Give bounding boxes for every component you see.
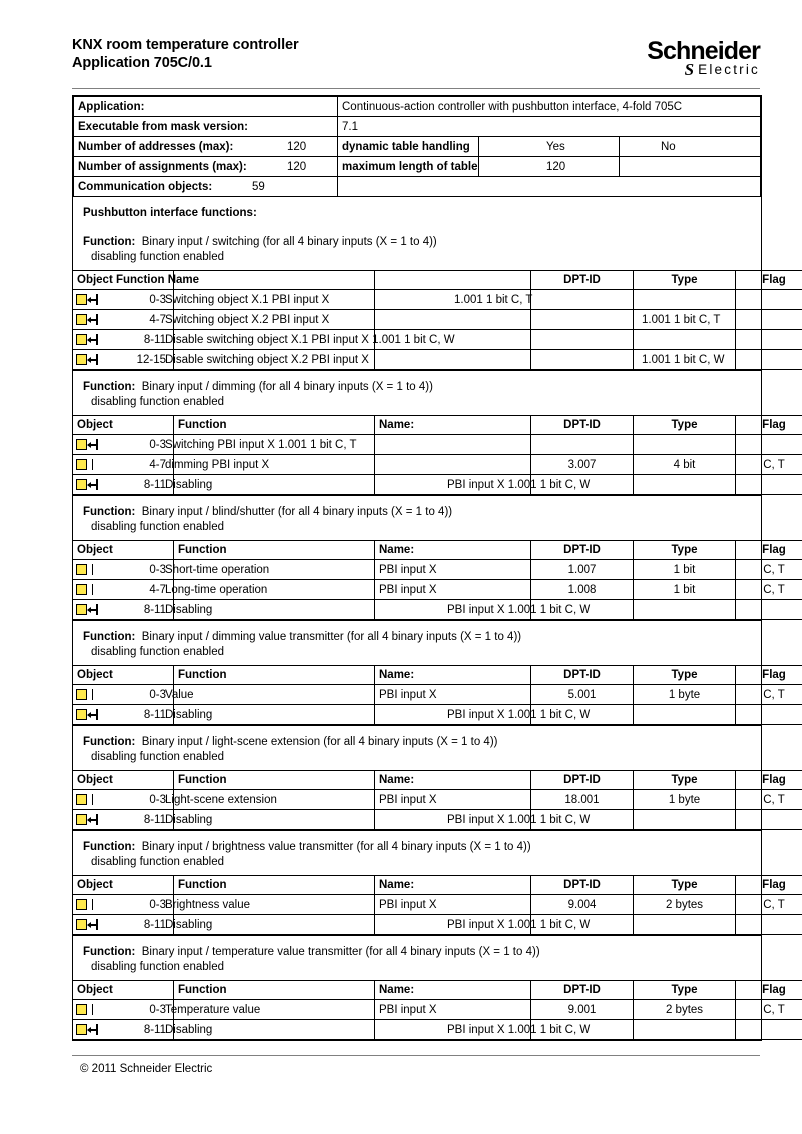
object-number: 0-3 xyxy=(149,293,166,306)
communication-object-receive-icon xyxy=(76,438,98,451)
row-overflow-tail-text: PBI input X 1.001 1 bit C, W xyxy=(447,478,591,491)
cell-type: 4 bit xyxy=(634,455,736,475)
cell-dpt-id xyxy=(531,290,634,310)
function-sections xyxy=(73,197,786,1040)
cell-name: PBI input X xyxy=(375,1000,531,1020)
cell-type xyxy=(634,810,736,830)
dynamic-table-handling-yes: Yes xyxy=(546,140,565,153)
cell-object xyxy=(73,895,251,915)
cell-flag xyxy=(736,705,802,725)
column-header-function: Function xyxy=(174,666,375,685)
cell-flag xyxy=(736,475,802,495)
row-overflow-text: Disabling xyxy=(165,708,213,721)
row-overflow-text: Temperature value xyxy=(165,1003,261,1016)
function-label: Function: xyxy=(83,236,136,248)
cell-dpt-id: 5.001 xyxy=(531,685,634,705)
cell-object xyxy=(73,560,270,580)
cell-dpt-id: 9.004 xyxy=(531,895,634,915)
footer-copyright: © 2011 Schneider Electric xyxy=(80,1063,213,1075)
column-header-object: Object xyxy=(73,416,174,435)
communication-object-receive-icon xyxy=(76,1023,98,1036)
column-header-type: Type xyxy=(634,876,736,895)
table-row xyxy=(73,685,802,705)
cell-flag: C, T xyxy=(736,685,802,705)
row-overflow-text: Long-time operation xyxy=(165,583,268,596)
cell-object xyxy=(73,810,591,830)
table-row xyxy=(73,1020,802,1040)
cell-type xyxy=(634,330,736,350)
communication-object-send-icon xyxy=(76,1003,98,1016)
cell-flag xyxy=(736,330,802,350)
cell-object xyxy=(73,1020,591,1040)
function-description: Binary input / blind/shutter (for all 4 binary inputs (X = 1 to 4)) xyxy=(141,506,453,518)
communication-object-receive-icon xyxy=(76,603,98,616)
function-label: Function: xyxy=(83,736,136,748)
cell-name: PBI input X xyxy=(375,895,531,915)
cell-type xyxy=(634,475,736,495)
cell-dpt-id: 18.001 xyxy=(531,790,634,810)
row-overflow-text: Disabling xyxy=(165,813,213,826)
assignments-label xyxy=(74,157,338,177)
assignments-label-text: Number of assignments (max): xyxy=(78,160,247,173)
communication-object-receive-icon xyxy=(76,333,98,346)
addresses-value: 120 xyxy=(287,140,307,153)
row-overflow-text: Switching object X.1 PBI input X xyxy=(165,293,330,306)
function-section-dimming xyxy=(73,370,786,495)
cell-object xyxy=(73,330,455,350)
row-overflow-text: Disabling xyxy=(165,918,213,931)
object-number: 12-15 xyxy=(136,353,166,366)
function-label: Function: xyxy=(83,841,136,853)
table-row xyxy=(73,560,802,580)
column-header-dpt: DPT-ID xyxy=(531,981,634,1000)
function-line-dimming xyxy=(83,380,751,395)
column-header-type: Type xyxy=(634,271,736,290)
column-header-flag: Flag xyxy=(736,666,802,685)
column-header-name: Name: xyxy=(375,416,531,435)
column-header-object: Object xyxy=(73,876,174,895)
cell-name: PBI input X xyxy=(375,560,531,580)
column-header-spacer-1 xyxy=(174,271,375,290)
object-table-dimming-value-transmitter xyxy=(73,665,802,725)
function-description: Binary input / dimming value transmitter (for all 4 binary inputs (X = 1 to 4)) xyxy=(141,631,522,643)
cell-flag xyxy=(736,310,802,330)
cell-object xyxy=(73,475,591,495)
schneider-electric-logo xyxy=(580,38,760,78)
communication-object-receive-icon xyxy=(76,708,98,721)
object-number: 0-3 xyxy=(149,898,166,911)
object-number: 0-3 xyxy=(149,438,166,451)
function-line-dimming-value-transmitter xyxy=(83,630,751,645)
cell-dpt-id: 1.007 xyxy=(531,560,634,580)
dynamic-spacer-2 xyxy=(620,137,761,157)
cell-object xyxy=(73,685,194,705)
communication-objects-blank xyxy=(338,177,761,197)
column-header-dpt: DPT-ID xyxy=(531,771,634,790)
row-overflow-text: Short-time operation xyxy=(165,563,270,576)
table-header-row xyxy=(73,771,802,790)
function-description: Binary input / brightness value transmitter (for all 4 binary inputs (X = 1 to 4)) xyxy=(141,841,531,853)
object-number: 4-7 xyxy=(149,313,166,326)
disabling-function-note: disabling function enabled xyxy=(91,646,224,658)
content-frame xyxy=(72,95,786,1041)
logo-electric-text: Electric xyxy=(698,61,760,77)
communication-object-send-icon xyxy=(76,688,98,701)
column-header-type: Type xyxy=(634,771,736,790)
function-section-temperature-value-transmitter xyxy=(73,935,786,1040)
dynamic-table-handling-label xyxy=(338,137,676,157)
column-header-name: Name: xyxy=(375,876,531,895)
communication-object-send-icon xyxy=(76,793,98,806)
cell-name xyxy=(375,435,531,455)
assignments-value: 120 xyxy=(287,160,307,173)
section-heading-blind-shutter xyxy=(73,496,761,540)
cell-object xyxy=(73,1000,261,1020)
cell-type: 2 bytes xyxy=(634,895,736,915)
table-row xyxy=(73,455,802,475)
column-header-function: Function xyxy=(174,541,375,560)
table-row xyxy=(73,310,802,330)
communication-object-receive-icon xyxy=(76,478,98,491)
cell-object xyxy=(73,915,591,935)
column-header-object: Object xyxy=(73,541,174,560)
column-header-dpt: DPT-ID xyxy=(531,416,634,435)
column-header-function: Function xyxy=(174,771,375,790)
object-number: 8-11 xyxy=(143,918,166,931)
row-overflow-tail-text: PBI input X 1.001 1 bit C, W xyxy=(447,918,591,931)
column-header-flag: Flag xyxy=(736,771,802,790)
cell-object xyxy=(73,290,533,310)
cell-flag xyxy=(736,435,802,455)
section-heading-dimming xyxy=(73,371,761,415)
column-header-flag: Flag xyxy=(736,981,802,1000)
row-overflow-tail-text: PBI input X 1.001 1 bit C, W xyxy=(447,1023,591,1036)
application-label: Application: xyxy=(74,97,338,117)
column-header-function: Function xyxy=(174,416,375,435)
table-row-communication-objects xyxy=(74,177,761,197)
object-table-brightness-value-transmitter xyxy=(73,875,802,935)
disabling-function-note: disabling function enabled xyxy=(91,521,224,533)
title-line-1: KNX room temperature controller xyxy=(72,37,299,53)
table-row xyxy=(73,895,802,915)
column-header-flag: Flag xyxy=(736,541,802,560)
cell-type xyxy=(634,915,736,935)
cell-flag: C, T xyxy=(736,790,802,810)
object-number: 8-11 xyxy=(143,813,166,826)
addresses-label xyxy=(74,137,338,157)
column-header-flag: Flag xyxy=(736,271,802,290)
communication-objects-value: 59 xyxy=(252,180,265,193)
cell-type xyxy=(634,705,736,725)
column-header-flag: Flag xyxy=(736,416,802,435)
header-divider xyxy=(72,88,760,89)
column-header-merged xyxy=(73,271,200,290)
row-overflow-tail-text: 1.001 1 bit C, W xyxy=(642,353,725,366)
cell-type: 1 bit xyxy=(634,560,736,580)
row-overflow-text: Switching PBI input X 1.001 1 bit C, T xyxy=(165,438,357,451)
communication-object-send-icon xyxy=(76,563,98,576)
column-header-object: Object xyxy=(73,981,174,1000)
function-line-brightness-value-transmitter xyxy=(83,840,751,855)
column-header-dpt: DPT-ID xyxy=(531,271,634,290)
row-overflow-tail-text: PBI input X 1.001 1 bit C, W xyxy=(447,813,591,826)
object-table-switching xyxy=(73,270,802,370)
function-label: Function: xyxy=(83,381,136,393)
function-section-dimming-value-transmitter xyxy=(73,620,786,725)
function-section-switching xyxy=(73,197,786,370)
table-header-row xyxy=(73,271,802,290)
object-number: 4-7 xyxy=(149,583,166,596)
column-header-object: Object xyxy=(73,666,174,685)
function-line-temperature-value-transmitter xyxy=(83,945,751,960)
cell-type: 1 byte xyxy=(634,685,736,705)
object-number: 8-11 xyxy=(143,478,166,491)
column-header-name: Name: xyxy=(375,541,531,560)
disabling-function-note: disabling function enabled xyxy=(91,856,224,868)
row-overflow-tail-text: PBI input X 1.001 1 bit C, W xyxy=(447,708,591,721)
row-overflow-text: Switching object X.2 PBI input X xyxy=(165,313,330,326)
row-overflow-text: Value xyxy=(165,688,194,701)
cell-flag xyxy=(736,350,802,370)
table-row-assignments xyxy=(74,157,761,177)
function-line-switching xyxy=(83,235,751,250)
table-row xyxy=(73,915,802,935)
cell-object xyxy=(73,455,270,475)
max-table-length-label xyxy=(338,157,566,177)
row-overflow-text: Disabling xyxy=(165,603,213,616)
cell-object xyxy=(73,705,591,725)
application-info-table xyxy=(73,96,761,197)
object-number: 8-11 xyxy=(143,1023,166,1036)
object-table-light-scene-extension xyxy=(73,770,802,830)
object-number: 0-3 xyxy=(149,1003,166,1016)
object-number: 4-7 xyxy=(149,458,166,471)
cell-flag: C, T xyxy=(736,895,802,915)
table-row xyxy=(73,290,802,310)
footer-divider xyxy=(72,1055,760,1056)
communication-object-receive-icon xyxy=(76,813,98,826)
cell-flag xyxy=(736,810,802,830)
column-header-type: Type xyxy=(634,416,736,435)
section-heading-light-scene-extension xyxy=(73,726,761,770)
row-overflow-tail-text: PBI input X 1.001 1 bit C, W xyxy=(447,603,591,616)
cell-type xyxy=(634,1020,736,1040)
disabling-function-note: disabling function enabled xyxy=(91,751,224,763)
row-overflow-text: dimming PBI input X xyxy=(165,458,270,471)
logo-wordmark: Schneider xyxy=(647,37,760,65)
dynamic-table-handling-text: dynamic table handling xyxy=(342,140,470,153)
cell-flag: C, T xyxy=(736,455,802,475)
object-number: 8-11 xyxy=(143,333,166,346)
table-header-row xyxy=(73,666,802,685)
cell-dpt-id: 1.008 xyxy=(531,580,634,600)
function-section-blind-shutter xyxy=(73,495,786,620)
communication-object-receive-icon xyxy=(76,353,98,366)
cell-type: 1 byte xyxy=(634,790,736,810)
cell-flag: C, T xyxy=(736,580,802,600)
column-header-function: Function xyxy=(174,981,375,1000)
object-number: 8-11 xyxy=(143,603,166,616)
column-header-function: Function xyxy=(174,876,375,895)
cell-flag xyxy=(736,600,802,620)
communication-object-send-icon xyxy=(76,458,98,471)
pushbutton-interface-functions-title: Pushbutton interface functions: xyxy=(83,207,257,219)
object-table-dimming xyxy=(73,415,802,495)
cell-name xyxy=(375,310,531,330)
cell-flag xyxy=(736,1020,802,1040)
communication-object-receive-icon xyxy=(76,313,98,326)
cell-object xyxy=(73,580,268,600)
communication-object-send-icon xyxy=(76,583,98,596)
cell-dpt-id: 9.001 xyxy=(531,1000,634,1020)
table-row-application xyxy=(74,97,761,117)
cell-name xyxy=(375,350,531,370)
addresses-label-text: Number of addresses (max): xyxy=(78,140,234,153)
row-overflow-text: Brightness value xyxy=(165,898,251,911)
dynamic-table-handling-no: No xyxy=(661,140,676,153)
schneider-s-bolt-icon: S xyxy=(684,60,695,79)
cell-type xyxy=(634,290,736,310)
object-table-temperature-value-transmitter xyxy=(73,980,802,1040)
table-header-row xyxy=(73,981,802,1000)
cell-dpt-id xyxy=(531,310,634,330)
max-table-length-value: 120 xyxy=(546,160,566,173)
cell-name xyxy=(375,455,531,475)
cell-name: PBI input X xyxy=(375,685,531,705)
table-row xyxy=(73,580,802,600)
cell-dpt-id xyxy=(531,435,634,455)
table-row xyxy=(73,600,802,620)
function-line-light-scene-extension xyxy=(83,735,751,750)
object-table-blind-shutter xyxy=(73,540,802,620)
object-number: 8-11 xyxy=(143,708,166,721)
cell-object xyxy=(73,600,591,620)
object-number: 0-3 xyxy=(149,563,166,576)
maxlen-spacer-2 xyxy=(620,157,761,177)
section-heading-brightness-value-transmitter xyxy=(73,831,761,875)
document-header xyxy=(72,36,760,92)
cell-flag: C, T xyxy=(736,560,802,580)
row-overflow-text: Disable switching object X.2 PBI input X xyxy=(165,353,369,366)
column-header-name: Name: xyxy=(375,666,531,685)
row-overflow-text: Disable switching object X.1 PBI input X 1.001 1 bit C, W xyxy=(165,333,455,346)
cell-dpt-id: 3.007 xyxy=(531,455,634,475)
column-header-name: Name: xyxy=(375,981,531,1000)
row-overflow-tail-text: 1.001 1 bit C, T xyxy=(454,293,533,306)
table-row xyxy=(73,810,802,830)
cell-object xyxy=(73,790,277,810)
column-header-dpt: DPT-ID xyxy=(531,666,634,685)
table-row-mask-version xyxy=(74,117,761,137)
cell-name: PBI input X xyxy=(375,580,531,600)
table-row xyxy=(73,705,802,725)
disabling-function-note: disabling function enabled xyxy=(91,961,224,973)
communication-objects-text: Communication objects: xyxy=(78,180,213,193)
cell-flag xyxy=(736,290,802,310)
object-number: 0-3 xyxy=(149,793,166,806)
table-row xyxy=(73,330,802,350)
cell-type: 1 bit xyxy=(634,580,736,600)
communication-object-receive-icon xyxy=(76,293,98,306)
cell-type: 2 bytes xyxy=(634,1000,736,1020)
column-header-type: Type xyxy=(634,666,736,685)
disabling-function-note: disabling function enabled xyxy=(91,251,224,263)
object-number: 0-3 xyxy=(149,688,166,701)
table-row xyxy=(73,435,802,455)
cell-object xyxy=(73,310,721,330)
function-description: Binary input / dimming (for all 4 binary inputs (X = 1 to 4)) xyxy=(141,381,433,393)
table-row xyxy=(73,1000,802,1020)
cell-type xyxy=(634,600,736,620)
function-description: Binary input / light-scene extension (for all 4 binary inputs (X = 1 to 4)) xyxy=(141,736,498,748)
row-overflow-tail-text: 1.001 1 bit C, T xyxy=(642,313,721,326)
communication-object-receive-icon xyxy=(76,918,98,931)
communication-objects-label xyxy=(74,177,338,197)
table-header-row xyxy=(73,876,802,895)
column-header-object: Object xyxy=(73,771,174,790)
function-label: Function: xyxy=(83,506,136,518)
cell-object xyxy=(73,435,357,455)
table-header-row xyxy=(73,416,802,435)
application-value: Continuous-action controller with pushbutton interface, 4-fold 705C xyxy=(338,97,761,117)
column-header-merged-text: Object Function Name xyxy=(77,274,200,286)
table-row xyxy=(73,475,802,495)
cell-name: PBI input X xyxy=(375,790,531,810)
section-heading-switching xyxy=(73,197,761,270)
table-row xyxy=(73,350,802,370)
row-overflow-text: Disabling xyxy=(165,478,213,491)
cell-function xyxy=(174,685,375,705)
column-header-type: Type xyxy=(634,541,736,560)
function-section-light-scene-extension xyxy=(73,725,786,830)
function-description: Binary input / switching (for all 4 binary inputs (X = 1 to 4)) xyxy=(141,236,437,248)
communication-object-send-icon xyxy=(76,898,98,911)
disabling-function-note: disabling function enabled xyxy=(91,396,224,408)
row-overflow-text: Disabling xyxy=(165,1023,213,1036)
cell-flag: C, T xyxy=(736,1000,802,1020)
table-row xyxy=(73,790,802,810)
column-header-spacer-2 xyxy=(375,271,531,290)
cell-object xyxy=(73,350,725,370)
column-header-dpt: DPT-ID xyxy=(531,876,634,895)
row-overflow-text: Light-scene extension xyxy=(165,793,277,806)
table-header-row xyxy=(73,541,802,560)
function-label: Function: xyxy=(83,631,136,643)
cell-type xyxy=(634,435,736,455)
column-header-name: Name: xyxy=(375,771,531,790)
section-heading-temperature-value-transmitter xyxy=(73,936,761,980)
section-heading-dimming-value-transmitter xyxy=(73,621,761,665)
function-line-blind-shutter xyxy=(83,505,751,520)
function-description: Binary input / temperature value transmitter (for all 4 binary inputs (X = 1 to 4)) xyxy=(141,946,540,958)
max-table-length-text: maximum length of table xyxy=(342,160,478,173)
title-line-2: Application 705C/0.1 xyxy=(72,55,212,71)
cell-flag xyxy=(736,915,802,935)
mask-version-label: Executable from mask version: xyxy=(74,117,338,137)
table-row-addresses xyxy=(74,137,761,157)
function-label: Function: xyxy=(83,946,136,958)
column-header-dpt: DPT-ID xyxy=(531,541,634,560)
cell-dpt-id xyxy=(531,350,634,370)
column-header-type: Type xyxy=(634,981,736,1000)
function-section-brightness-value-transmitter xyxy=(73,830,786,935)
cell-dpt-id xyxy=(531,330,634,350)
column-header-flag: Flag xyxy=(736,876,802,895)
mask-version-value: 7.1 xyxy=(338,117,761,137)
